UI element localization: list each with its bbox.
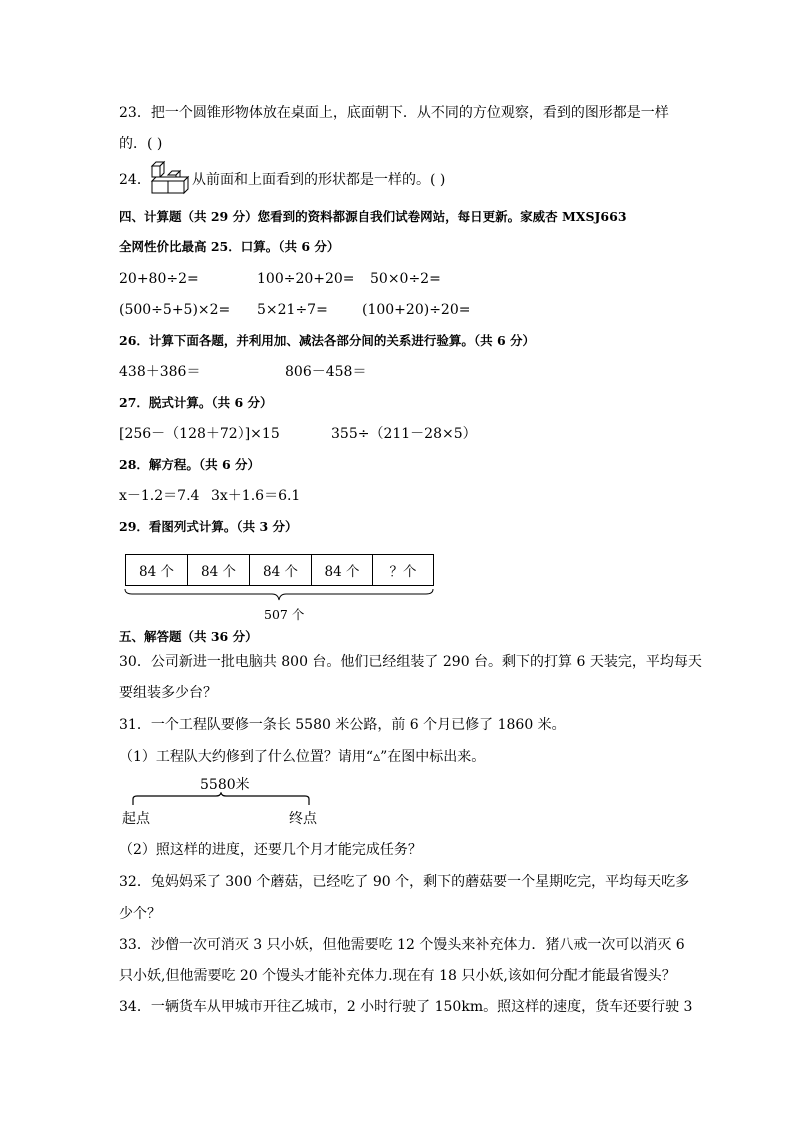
q24-text: 从前面和上面看到的形状都是一样的。( ) — [192, 172, 446, 188]
q34-line1: 34．一辆货车从甲城市开往乙城市，2 小时行驶了 150km。照这样的速度，货车还要行驶 3 — [119, 999, 693, 1015]
diagram-cell: 84 个 — [188, 555, 250, 585]
oral-item: 50×0÷2= — [370, 271, 441, 287]
q24-label: 24． — [119, 172, 151, 188]
q29-total: 507 个 — [264, 607, 305, 622]
q31-start-label: 起点 — [122, 811, 150, 827]
q29-brace — [124, 588, 434, 602]
q33-line2: 只小妖,但他需要吃 20 个馒头才能补充体力.现在有 18 只小妖,该如何分配才能最省馒头？ — [119, 968, 676, 984]
diagram-cell: 84 个 — [250, 555, 312, 585]
q28-item: 3x＋1.6＝6.1 — [211, 488, 301, 504]
diagram-cell: 84 个 — [312, 555, 373, 585]
q26-item: 806－458＝ — [285, 364, 367, 380]
diagram-cell: 84 个 — [126, 555, 188, 585]
oral-item: (100+20)÷20= — [362, 302, 471, 318]
q33-line1: 33．沙僧一次可消灭 3 只小妖，但他需要吃 12 个馒头来补充体力．猪八戒一次可以消灭 6 — [119, 937, 685, 953]
q28-item: x－1.2＝7.4 — [119, 488, 200, 504]
q31-sub2: （2）照这样的进度，还要几个月才能完成任务？ — [119, 842, 422, 858]
q23-line2: 的．( ) — [119, 136, 163, 152]
q31-title: 31．一个工程队要修一条长 5580 米公路，前 6 个月已修了 1860 米。 — [119, 717, 566, 733]
section4-line2: 全网性价比最高 25．口算。（共 6 分） — [119, 239, 340, 254]
section4-title: 四、计算题（共 29 分）您看到的资料都源自我们试卷网站，每日更新。家威杏 MXSJ663 — [119, 209, 627, 224]
q32-line2: 少个？ — [119, 906, 161, 922]
oral-item: 100÷20+20= — [257, 271, 355, 287]
q29-title: 29．看图列式计算。（共 3 分） — [119, 519, 298, 534]
q31-length-label: 5580米 — [200, 777, 250, 793]
section5-title: 五、解答题（共 36 分） — [119, 629, 258, 644]
q26-title: 26．计算下面各题，并利用加、减法各部分间的关系进行验算。（共 6 分） — [119, 333, 536, 348]
q29-bar-diagram — [125, 554, 434, 586]
q31-end-label: 终点 — [289, 811, 317, 827]
q23-line1: 23．把一个圆锥形物体放在桌面上，底面朝下．从不同的方位观察，看到的图形都是一样 — [119, 105, 669, 121]
q27-item: 355÷（211－28×5） — [331, 426, 477, 442]
q31-road-brace — [132, 792, 312, 806]
oral-item: 5×21÷7= — [257, 302, 328, 318]
q32-line1: 32．兔妈妈采了 300 个蘑菇，已经吃了 90 个，剩下的蘑菇要一个星期吃完，平均每天吃多 — [119, 874, 690, 890]
q27-item: [256－（128＋72）]×15 — [119, 426, 280, 442]
oral-item: (500÷5+5)×2= — [119, 302, 231, 318]
q30-line1: 30．公司新进一批电脑共 800 台。他们已经组装了 290 台。剩下的打算 6 天装完，平均每天 — [119, 654, 702, 670]
q30-line2: 要组装多少台？ — [119, 685, 217, 701]
q31-sub1: （1）工程队大约修到了什么位置？请用“▵”在图中标出来。 — [119, 749, 486, 765]
cube-figure-icon — [150, 160, 192, 200]
q27-title: 27．脱式计算。（共 6 分） — [119, 395, 273, 410]
diagram-cell: ？个 — [389, 564, 417, 580]
q28-title: 28．解方程。（共 6 分） — [119, 457, 261, 472]
q26-item: 438＋386＝ — [119, 364, 201, 380]
oral-item: 20+80÷2= — [119, 271, 199, 287]
